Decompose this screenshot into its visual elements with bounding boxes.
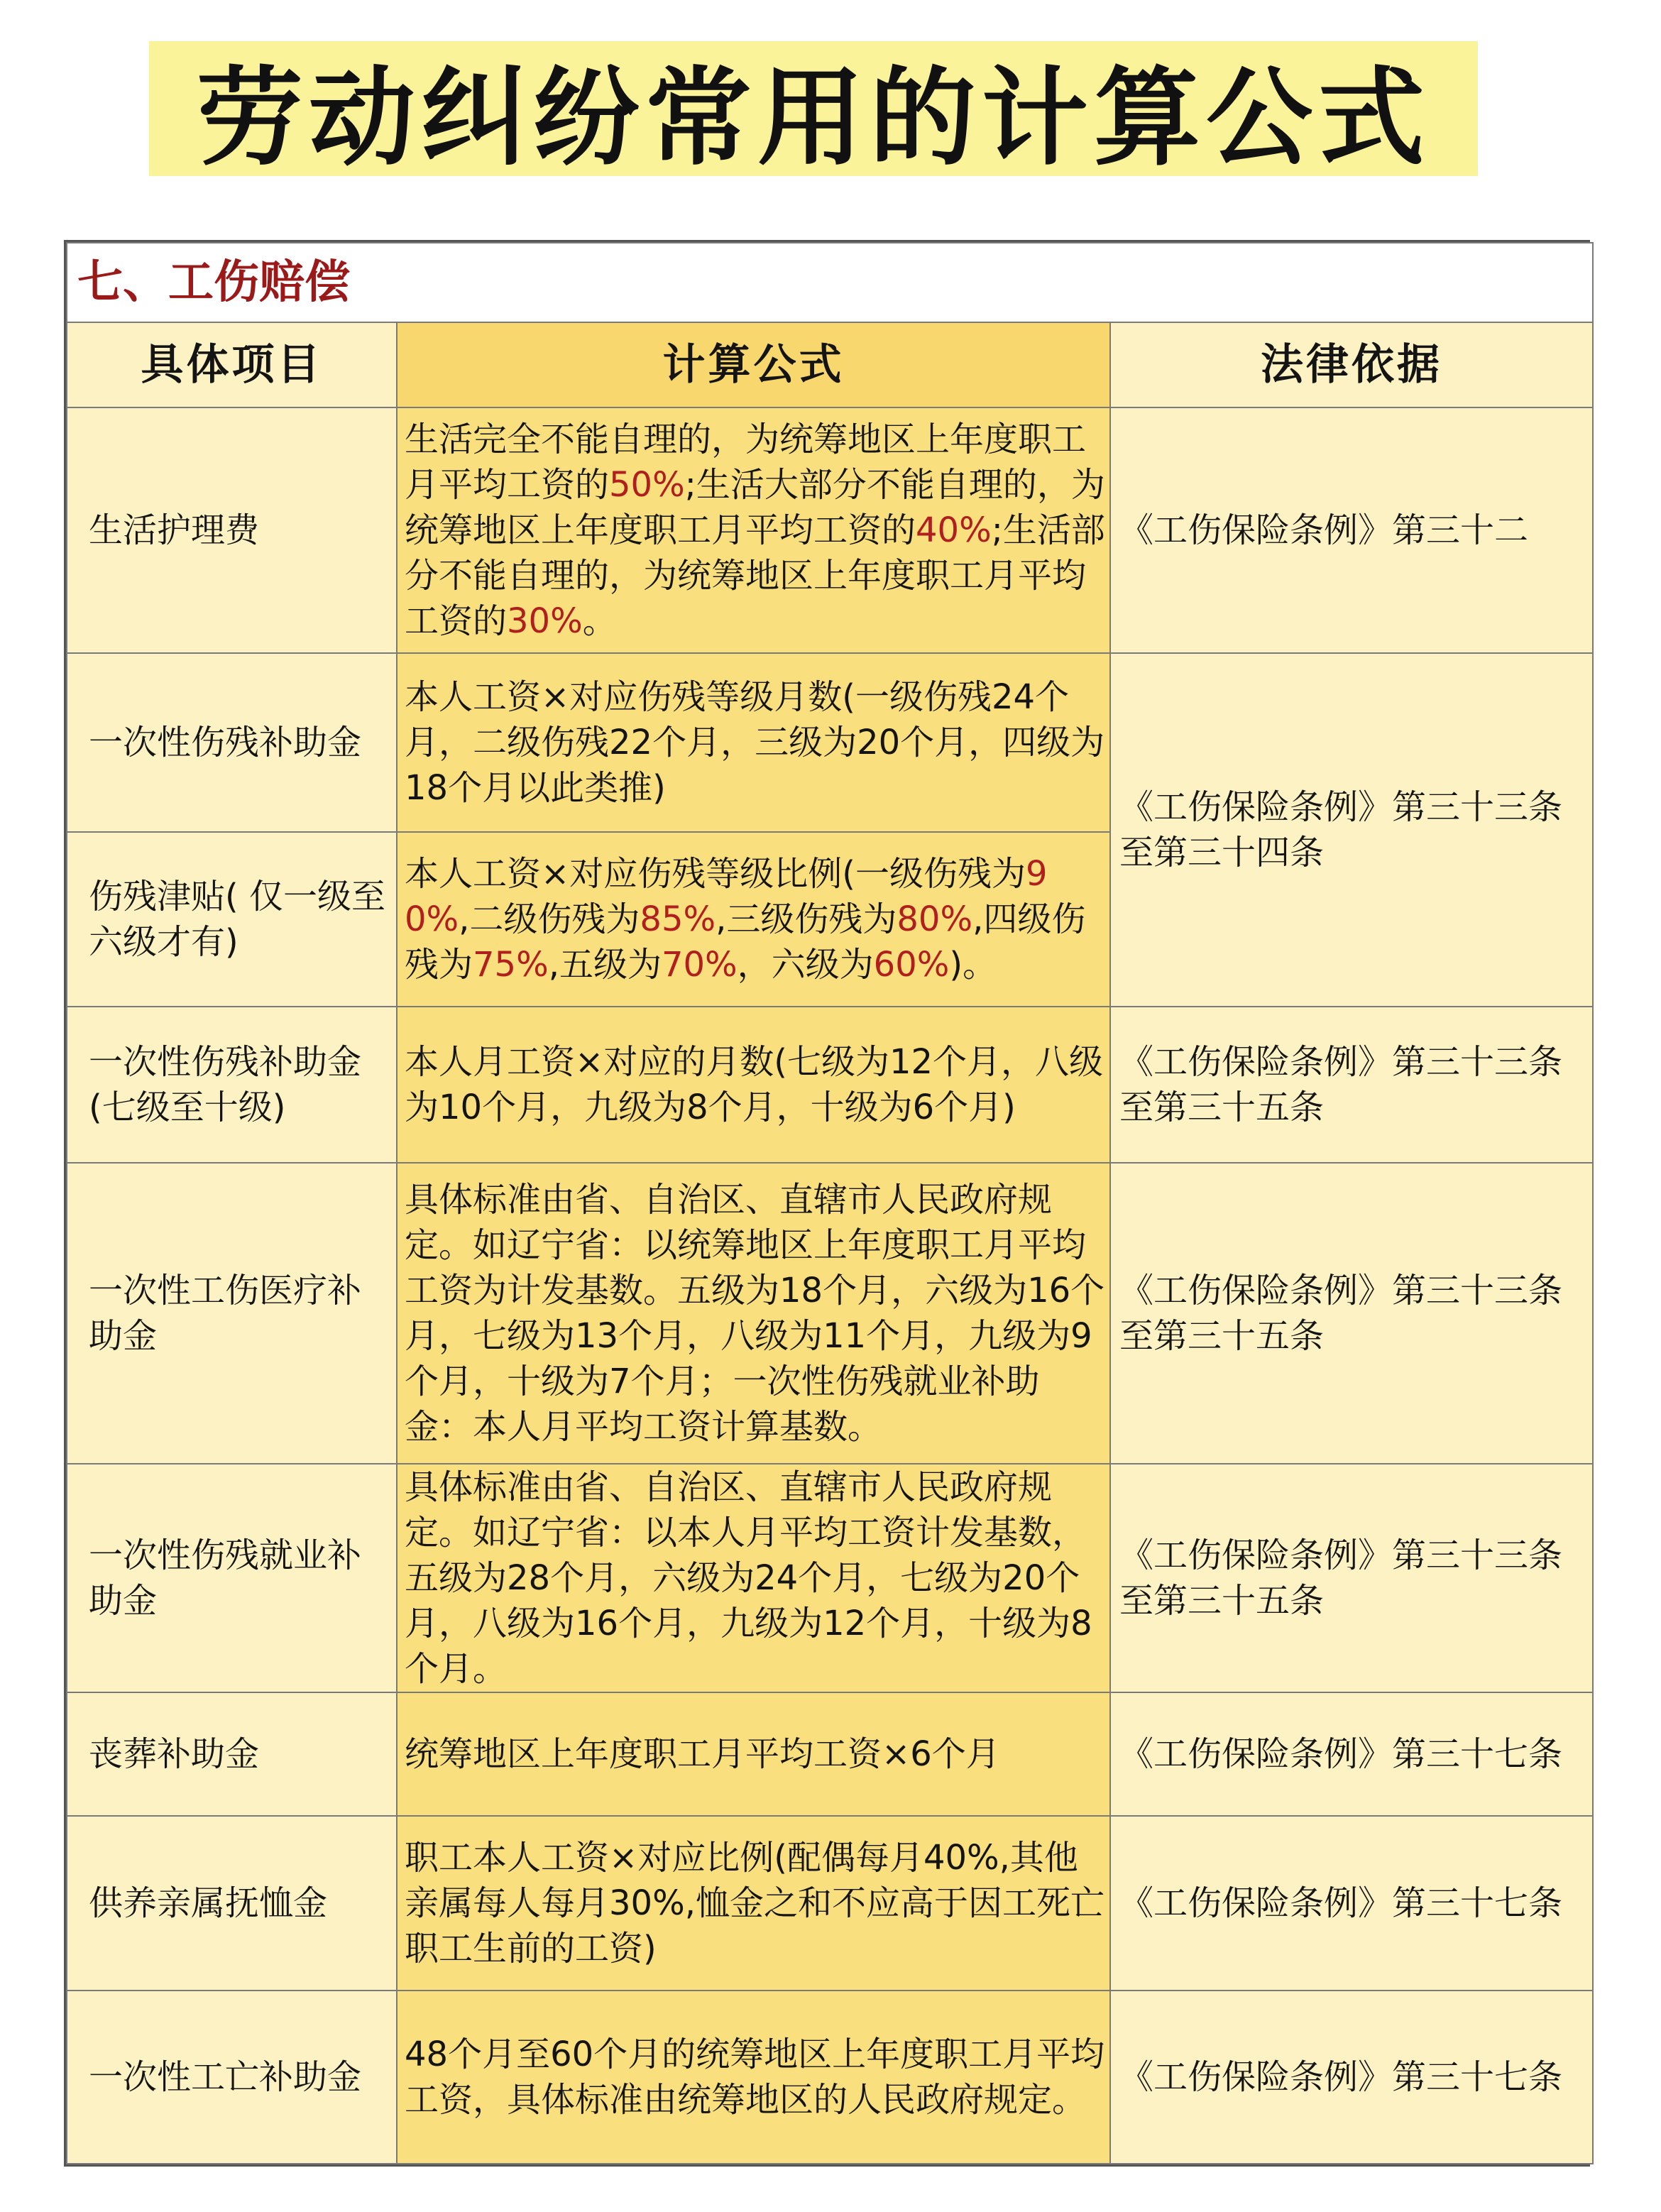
formula-highlight: 30% <box>507 601 583 641</box>
formula-highlight: 90% <box>405 854 1048 939</box>
row-item: 一次性伤残补助金(七级至十级) <box>67 1007 397 1163</box>
formula-text: ，六级为 <box>737 945 874 985</box>
row-item: 一次性伤残补助金 <box>67 653 397 832</box>
formula-highlight: 60% <box>873 945 950 985</box>
formula-text: ,四级伤残为 <box>405 899 1086 985</box>
row-formula <box>397 1816 1110 1991</box>
table-row <box>67 1007 1593 1163</box>
row-basis: 《工伤保险条例》第三十三条至第三十五条 <box>1110 1163 1593 1464</box>
page-title: 劳动纠纷常用的计算公式 <box>196 57 1430 180</box>
formula-highlight: 40% <box>916 510 992 550</box>
formula-text: ,五级为 <box>548 945 662 985</box>
row-formula <box>397 1464 1110 1692</box>
formula-text: ;生活大部分不能自理的，为统筹地区上年度职工月平均工资的 <box>405 465 1105 550</box>
table-row <box>67 407 1593 653</box>
table-row <box>67 1163 1593 1464</box>
row-formula <box>397 653 1110 832</box>
formula-highlight: 80% <box>897 899 973 939</box>
header-formula: 计算公式 <box>397 322 1110 407</box>
title-banner <box>149 41 1478 180</box>
row-basis: 《工伤保险条例》第三十七条 <box>1110 1816 1593 1991</box>
formula-highlight: 75% <box>473 945 549 985</box>
formula-text: ,三级伤残为 <box>716 899 897 939</box>
formula-text: 具体标准由省、自治区、直辖市人民政府规定。如辽宁省：以本人月平均工资计发基数，五级为28个月，六级为24个月，七级为20个月，八级为16个月，九级为12个月，十级为8个月。 <box>405 1467 1092 1689</box>
formula-text: 本人月工资×对应的月数(七级为12个月，八级为10个月，九级为8个月，十级为6个月) <box>405 1042 1104 1127</box>
formula-text: 职工本人工资×对应比例(配偶每月40%,其他亲属每人每月30%,恤金之和不应高于因工死亡职工生前的工资) <box>405 1838 1104 1969</box>
row-formula <box>397 832 1110 1007</box>
row-basis: 《工伤保险条例》第三十三条至第三十四条 <box>1110 653 1593 1007</box>
formula-text: 具体标准由省、自治区、直辖市人民政府规定。如辽宁省：以统筹地区上年度职工月平均工资为计发基数。五级为18个月，六级为16个月，七级为13个月，八级为11个月，九级为9个月，十级为7个月；一次性伤残就业补助金：本人月平均工资计算基数。 <box>405 1180 1105 1447</box>
formula-text: 生活完全不能自理的，为统筹地区上年度职工月平均工资的 <box>405 420 1087 505</box>
table-row <box>67 653 1593 832</box>
row-basis: 《工伤保险条例》第三十二 <box>1110 407 1593 653</box>
row-basis: 《工伤保险条例》第三十七条 <box>1110 1991 1593 2164</box>
formula-highlight: 85% <box>640 899 716 939</box>
header-item: 具体项目 <box>67 322 397 407</box>
table-row <box>67 1816 1593 1991</box>
compensation-table <box>66 242 1594 2164</box>
row-item: 生活护理费 <box>67 407 397 653</box>
table-row <box>67 1464 1593 1692</box>
row-formula <box>397 1991 1110 2164</box>
row-item: 一次性工亡补助金 <box>67 1991 397 2164</box>
formula-text: 本人工资×对应伤残等级月数(一级伤残24个月，二级伤残22个月，三级为20个月，四级为18个月以此类推) <box>405 677 1105 808</box>
formula-text: )。 <box>949 945 997 985</box>
row-item: 一次性工伤医疗补助金 <box>67 1163 397 1464</box>
row-basis: 《工伤保险条例》第三十七条 <box>1110 1692 1593 1816</box>
compensation-table-container <box>64 240 1590 2167</box>
table-row <box>67 1991 1593 2164</box>
formula-highlight: 50% <box>609 465 685 505</box>
formula-text: 本人工资×对应伤残等级比例(一级伤残为 <box>405 854 1026 894</box>
row-item: 供养亲属抚恤金 <box>67 1816 397 1991</box>
formula-highlight: 70% <box>661 945 738 985</box>
section-heading: 七、工伤赔偿 <box>67 243 1593 322</box>
table-row <box>67 1692 1593 1816</box>
formula-text: 。 <box>582 601 617 641</box>
formula-text: 统筹地区上年度职工月平均工资×6个月 <box>405 1734 1000 1774</box>
formula-text: 48个月至60个月的统筹地区上年度职工月平均工资，具体标准由统筹地区的人民政府规定。 <box>405 2035 1105 2120</box>
row-formula <box>397 1163 1110 1464</box>
row-formula <box>397 1007 1110 1163</box>
row-item: 伤残津贴( 仅一级至六级才有) <box>67 832 397 1007</box>
row-item: 一次性伤残就业补助金 <box>67 1464 397 1692</box>
row-formula <box>397 407 1110 653</box>
row-item: 丧葬补助金 <box>67 1692 397 1816</box>
section-heading-row <box>67 243 1593 322</box>
row-formula <box>397 1692 1110 1816</box>
header-basis: 法律依据 <box>1110 322 1593 407</box>
row-basis: 《工伤保险条例》第三十三条至第三十五条 <box>1110 1007 1593 1163</box>
table-header-row <box>67 322 1593 407</box>
row-basis: 《工伤保险条例》第三十三条至第三十五条 <box>1110 1464 1593 1692</box>
formula-text: ;生活部分不能自理的，为统筹地区上年度职工月平均工资的 <box>405 510 1105 641</box>
formula-text: ,二级伤残为 <box>459 899 640 939</box>
